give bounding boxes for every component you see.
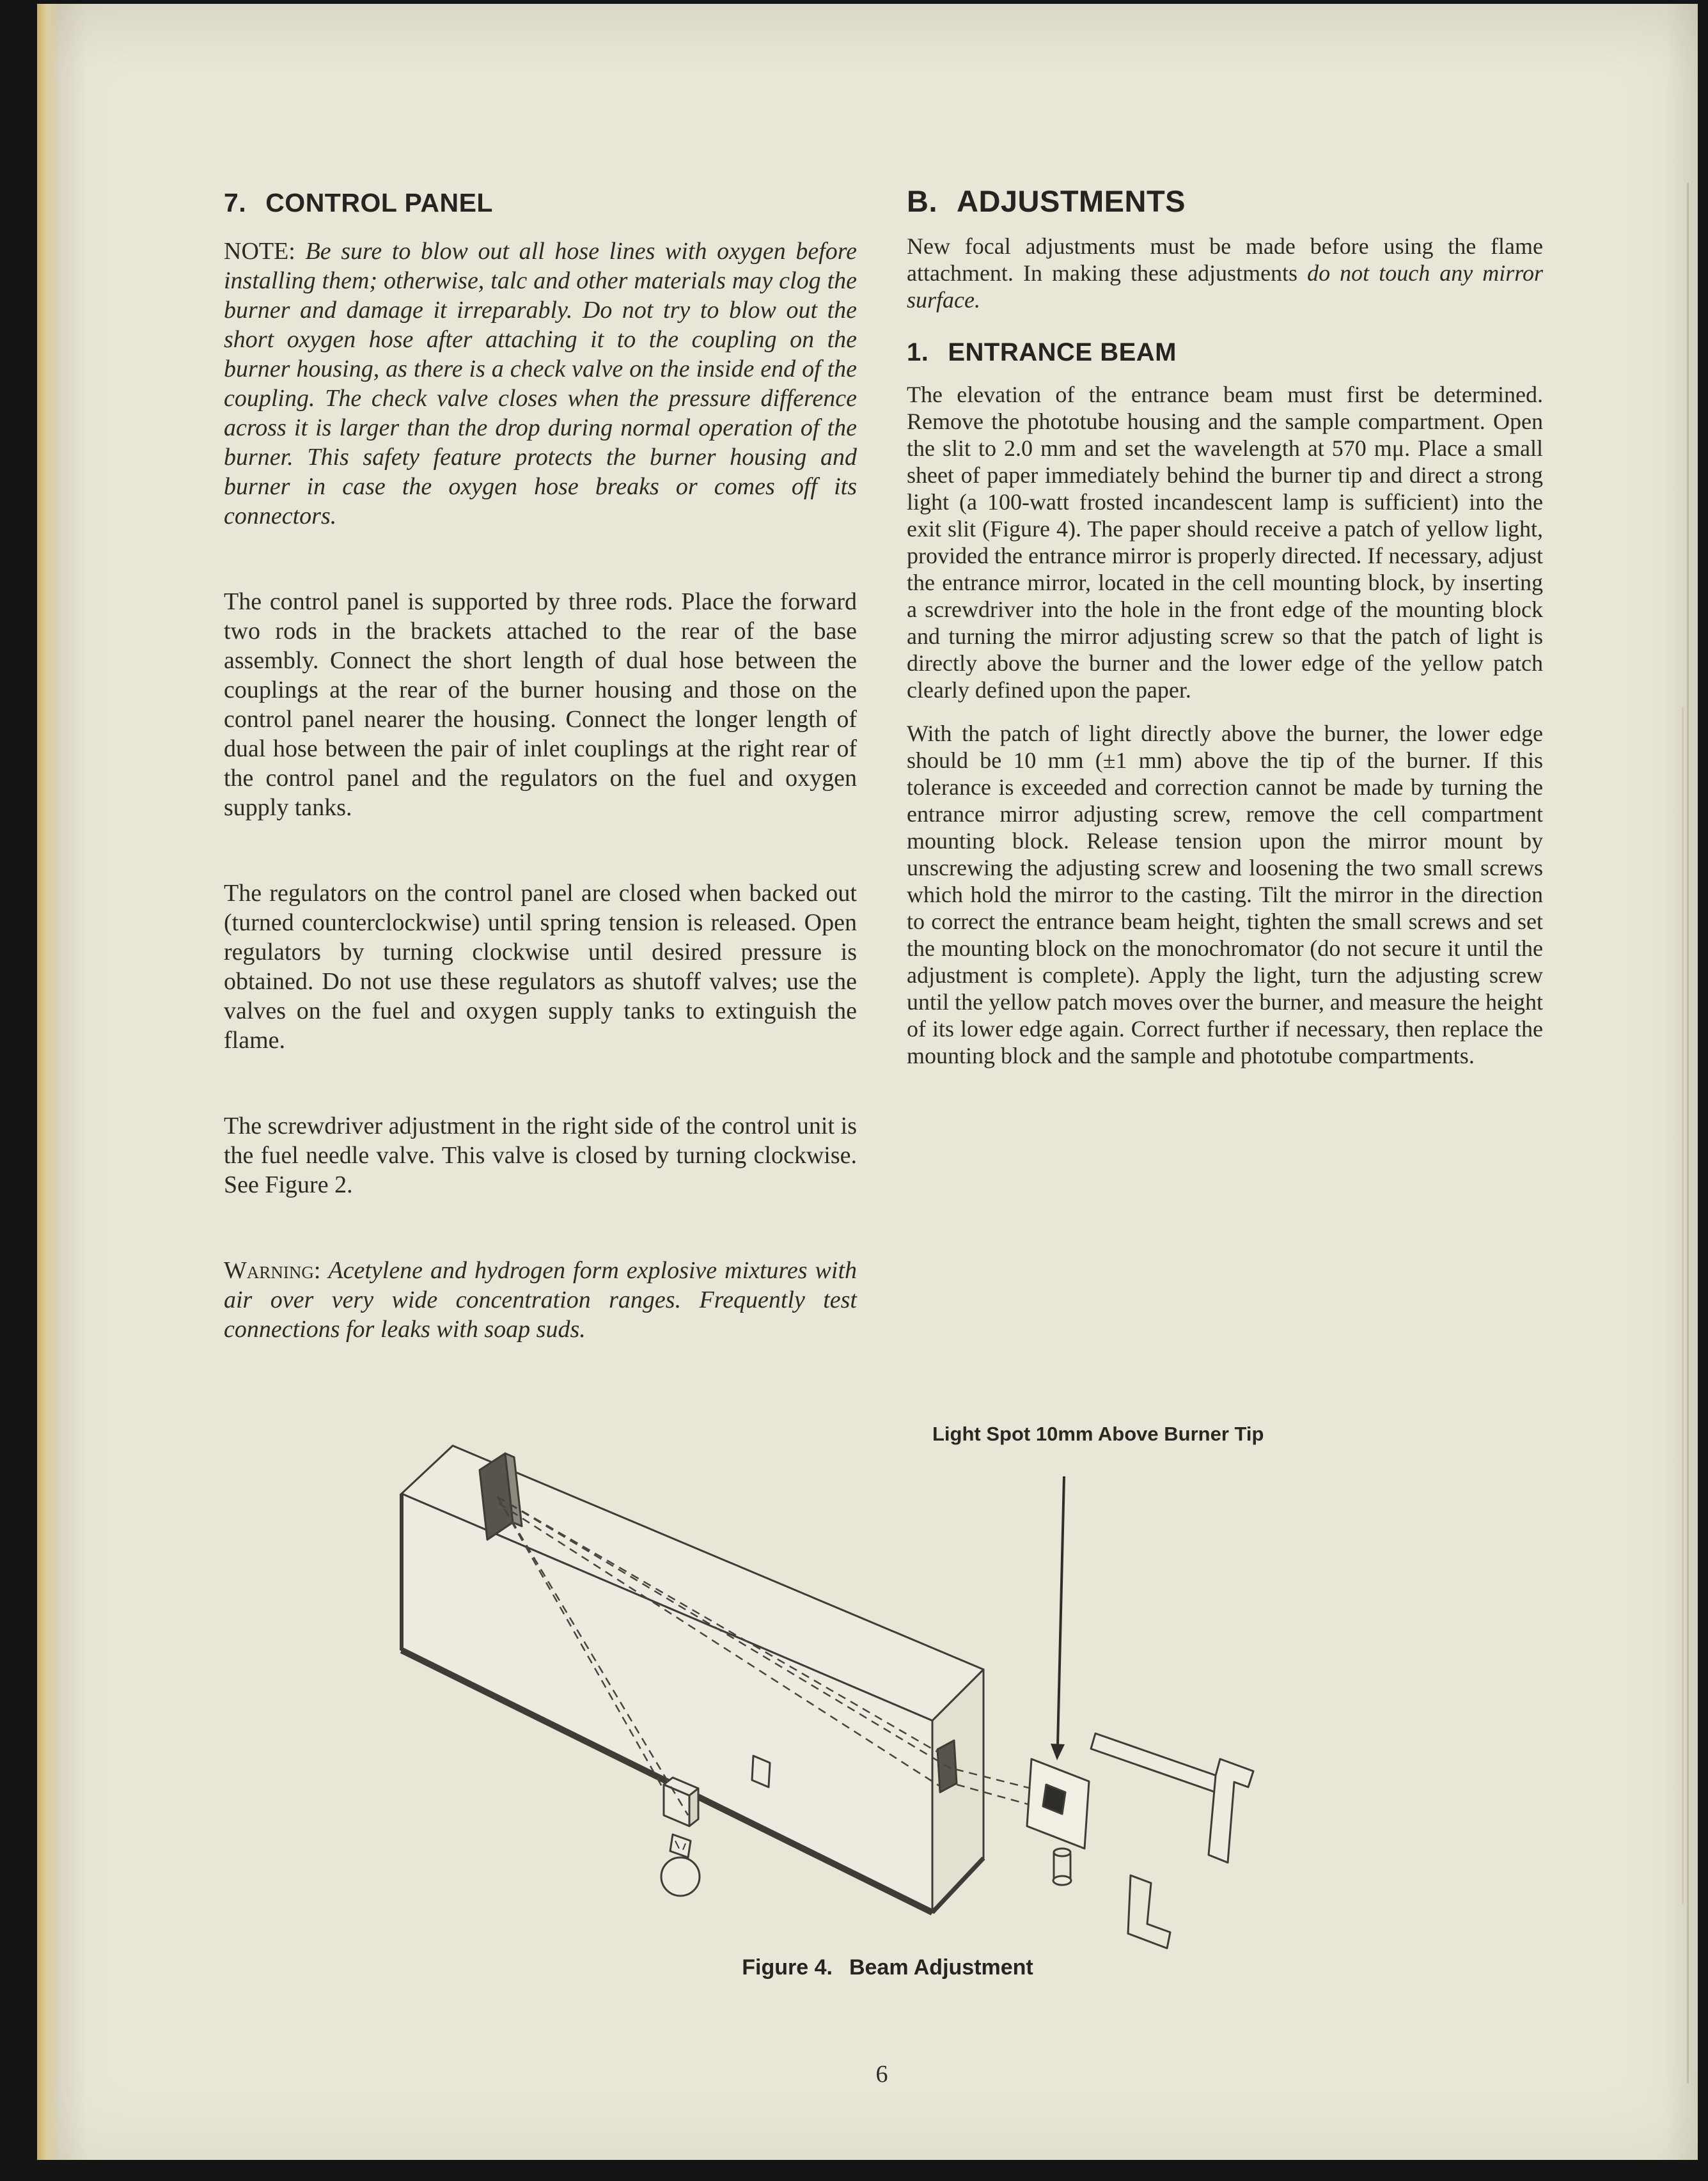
burner-base [1053,1876,1071,1885]
adjustments-intro-paragraph [907,233,1543,313]
intro-text: New focal adjustments must be made before using the flame attachment. In making these adjustments [907,233,1543,286]
page-number: 6 [875,2061,888,2088]
left-column [224,188,857,1344]
warning-label: Warning: [224,1257,321,1284]
paragraph-entrance-beam-2: With the patch of light directly above the burner, the lower edge should be 10 mm (±1 mm) above the tip of the burner. If this tolerance is exceeded and correction cannot be made by turning the entrance mirror adjusting screw, remove the cell compartment mounting block. Release tension upon the mirror mount by unscrewing the adjusting screw and loosening the two small screws which hold the mirror to the casting. Tilt the mirror in the direction to correct the entrance beam height, tighten the small screws and set the mounting block on the monochromator (do not secure it until the adjustment is complete). Apply the light, turn the adjusting screw until the yellow patch moves over the burner, and measure the height of its lower edge again. Correct further if necessary, then replace the mounting block and the sample and phototube compartments. [907,721,1543,1068]
bracket-foot [1128,1875,1170,1948]
figure-caption-label: Figure 4. [742,1955,833,1980]
section-1-heading [907,339,1543,366]
figure-4 [306,1401,1329,1957]
note-text: Be sure to blow out all hose lines with oxygen before installing them; otherwise, talc and other materials may clog the burner and damage it irreparably. Do not try to blow out the short oxygen hose after attaching it to the coupling on the burner housing, as there is a check valve on the inside end of the coupling. The check valve closes when the pressure difference across it is larger than the drop during normal operation of the burner. This safety feature protects the burner housing and burner in case the oxygen hose breaks or comes off its connectors. [224,238,858,529]
section-7-heading [224,188,857,217]
bracket-arm [1091,1733,1220,1792]
page-stack-edge [1687,183,1689,2083]
lamp-base [670,1834,691,1857]
figure-caption [408,1955,1367,1980]
figure-annotation: Light Spot 10mm Above Burner Tip [932,1423,1264,1445]
paragraph-entrance-beam-1: The elevation of the entrance beam must first be determined. Remove the phototube housing and the sample compartment. Open the slit to 2.0 mm and set the wavelength at 570 mμ. Place a small sheet of paper immediately behind the burner tip and direct a strong light (a 100-watt frosted incandescent lamp is sufficient) into the exit slit (Figure 4). The paper should receive a patch of yellow light, provided the entrance mirror is properly directed. If necessary, adjust the entrance mirror, located in the cell mounting block, by inserting a screwdriver into the hole in the front edge of the mounting block and turning the mirror adjusting screw so that the patch of light is directly above the burner and the lower edge of the yellow patch clearly defined upon the paper. [907,382,1543,703]
section-1-number: 1. [907,338,929,366]
annotation-arrow [1051,1476,1065,1760]
note-paragraph [224,237,857,531]
bracket-plate [1209,1759,1253,1863]
intro-italic-text: do not touch any mirror surface. [907,260,1543,313]
page [37,4,1698,2160]
paragraph-needle-valve: The screwdriver adjustment in the right side of the control unit is the fuel needle valve. This valve is closed by turning clockwise. See Figure 2. [224,1113,857,1198]
paragraph-regulators: The regulators on the control panel are closed when backed out (turned counterclockwise) until spring tension is released. Open regulators by turning clockwise until desired pressure is obtained. Do not use these regulators as shutoff valves; use the valves on the fuel and oxygen supply tanks to extinguish the flame. [224,880,857,1054]
section-b-letter: B. [907,184,937,218]
section-7-title: CONTROL PANEL [265,188,493,217]
section-b-heading [907,184,1543,218]
beam-adjustment-drawing [306,1401,1329,1957]
paragraph-control-panel-rods: The control panel is supported by three rods. Place the forward two rods in the brackets attached to the rear of the base assembly. Connect the short length of dual hose between the couplings at the rear of the burner housing and those on the control panel nearer the housing. Connect the longer length of dual hose between the pair of inlet couplings at the right rear of the control panel and the regulators on the fuel and oxygen supply tanks. [224,588,857,821]
figure-caption-title: Beam Adjustment [849,1955,1033,1980]
warning-text: Acetylene and hydrogen form explosive mixtures with air over very wide concentration ranges. Frequently test connections for leaks with soap suds. [224,1257,858,1343]
page-stack-edge [1682,707,1684,1904]
right-column [907,184,1543,1086]
burner-tip [1054,1849,1070,1856]
book-binding-edge [37,4,59,2160]
lamp-bulb [661,1857,700,1896]
note-label: NOTE: [224,238,295,265]
section-b-title: ADJUSTMENTS [957,184,1186,218]
section-1-title: ENTRANCE BEAM [948,338,1177,366]
section-7-number: 7. [224,188,247,217]
warning-paragraph [224,1256,857,1344]
